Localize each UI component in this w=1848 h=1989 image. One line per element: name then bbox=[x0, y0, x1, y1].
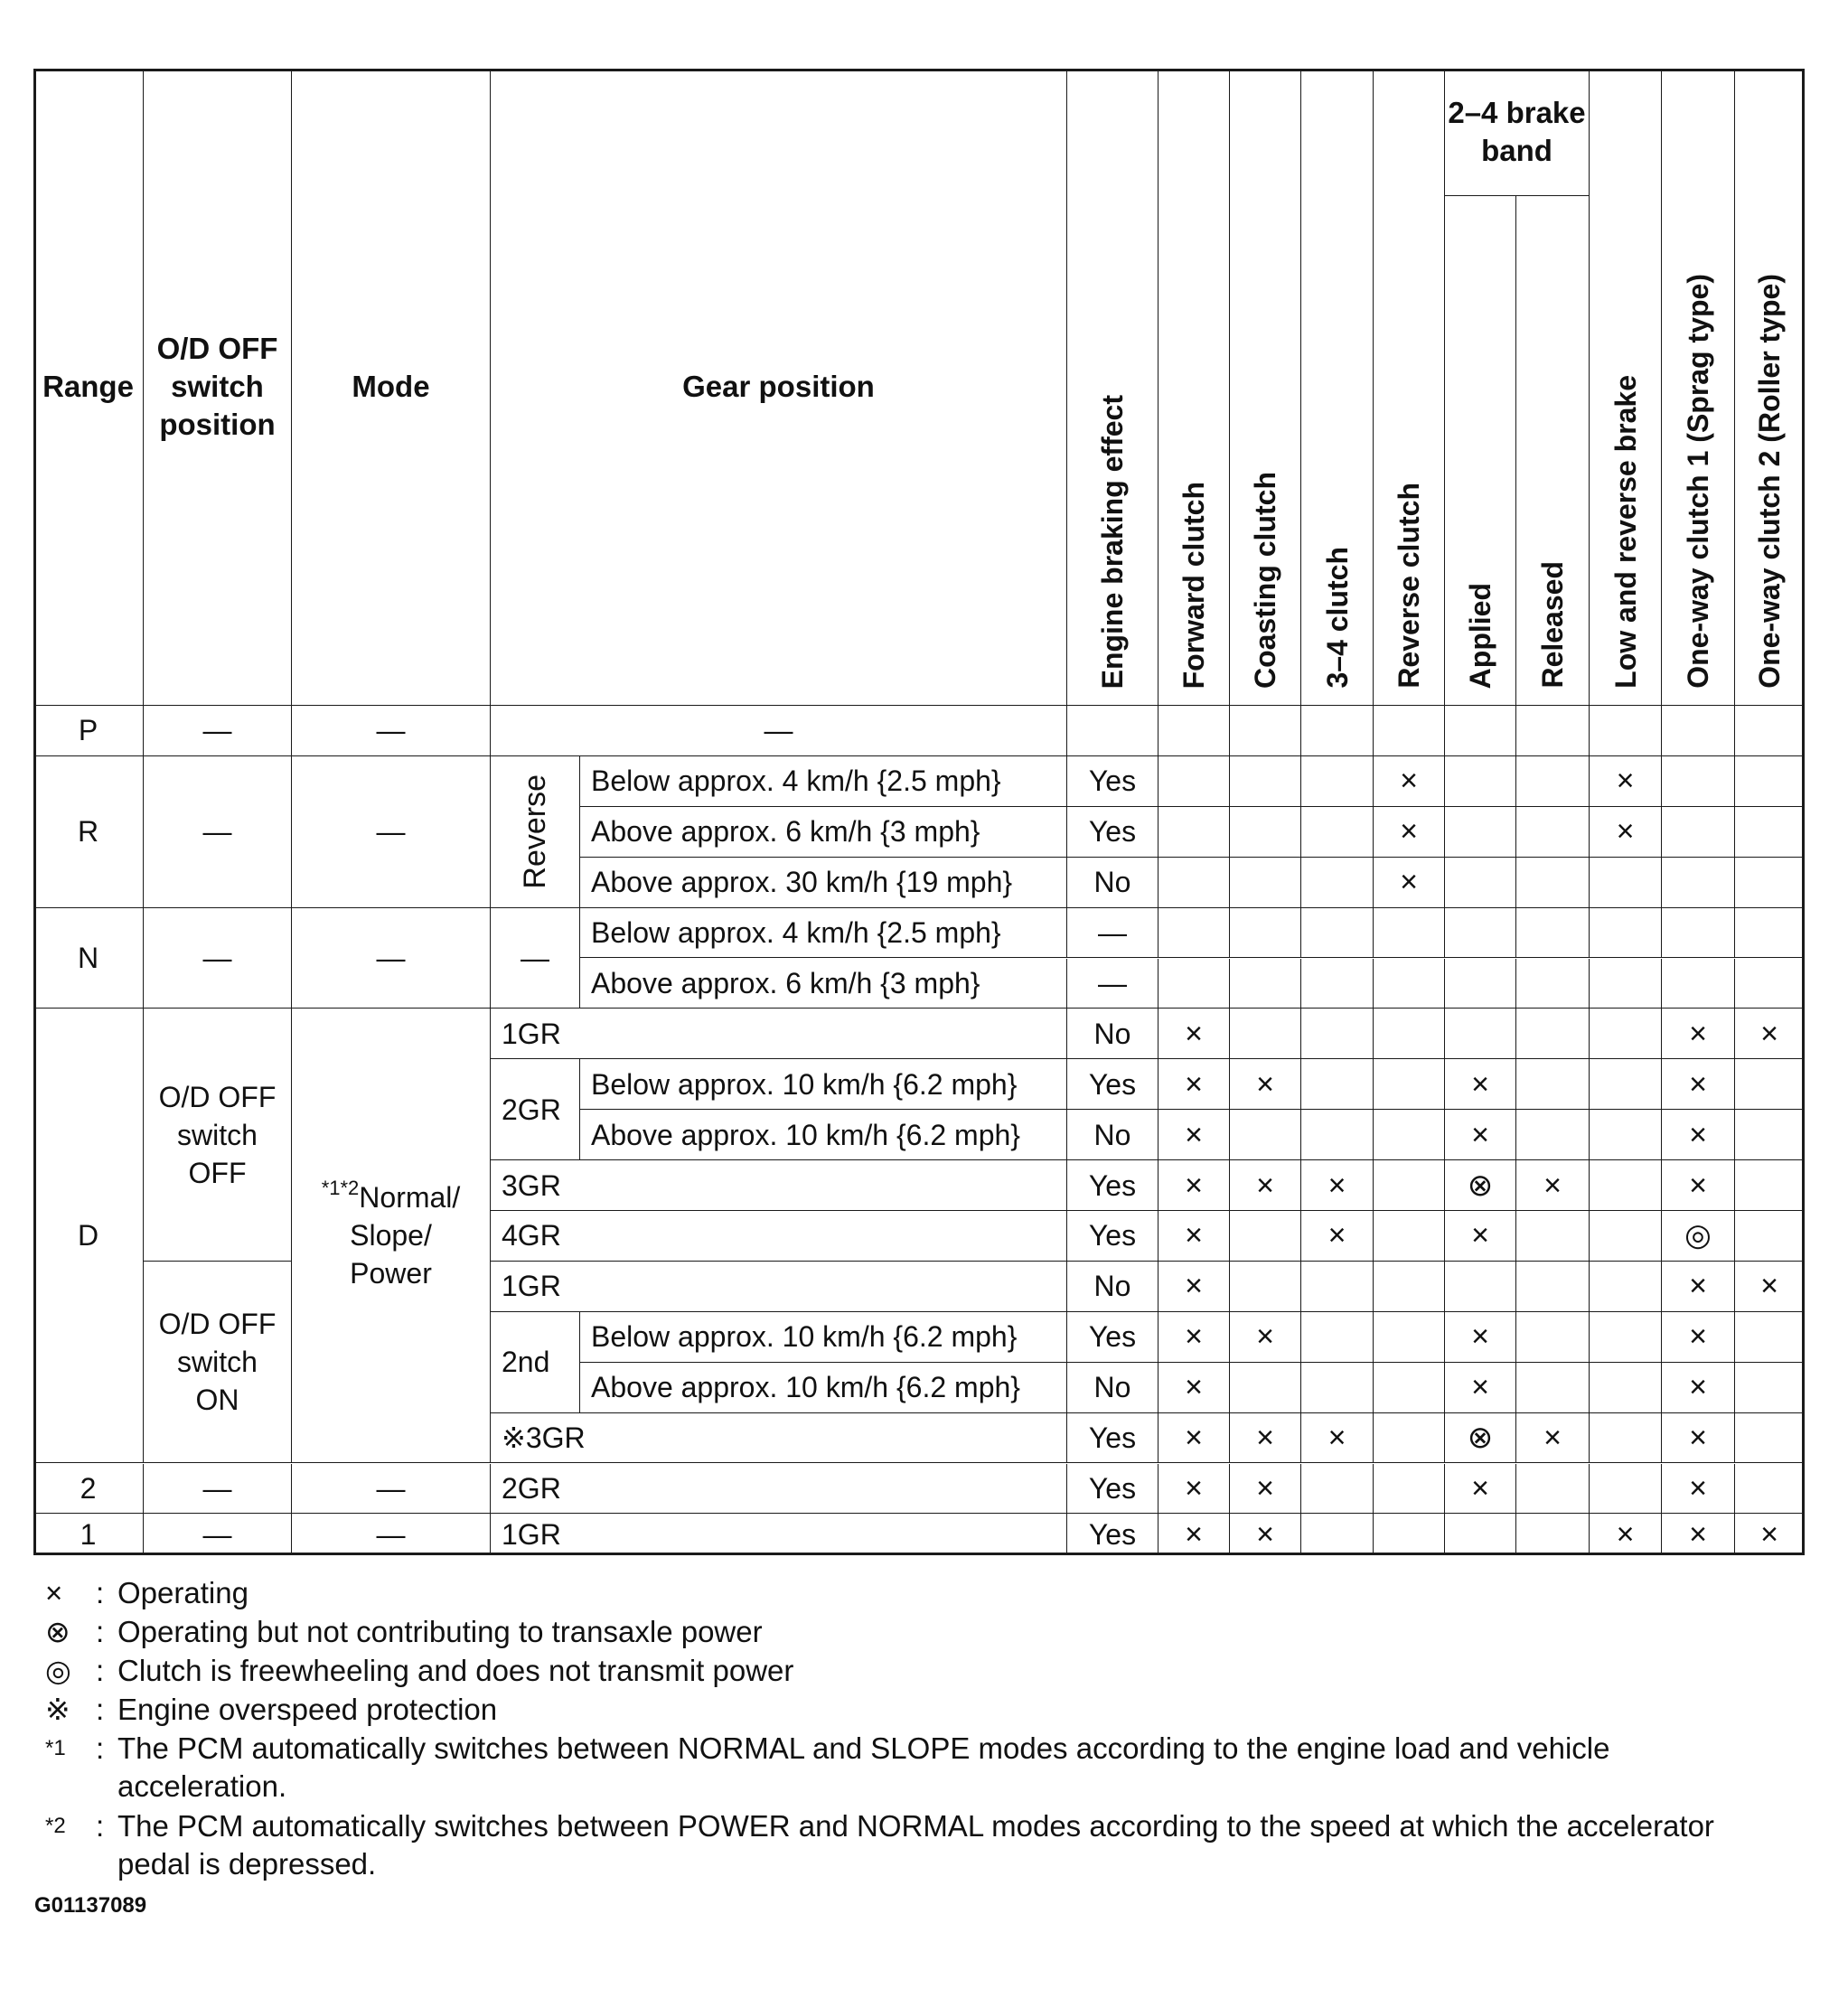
mark-fwd-row-1 bbox=[1159, 756, 1230, 807]
legend-row bbox=[45, 1613, 763, 1651]
mark-released-row-3 bbox=[1516, 858, 1590, 908]
range-p: P bbox=[33, 706, 144, 756]
header-ow1-text: One-way clutch 1 (Sprag type) bbox=[1682, 274, 1714, 689]
mark-rev-row-6 bbox=[1374, 1009, 1445, 1059]
mark-ow1-row-9: × bbox=[1662, 1160, 1735, 1211]
mark-applied-row-9: ⊗ bbox=[1445, 1160, 1516, 1211]
mark-lowrev-row-10 bbox=[1590, 1211, 1662, 1262]
mark-lowrev-row-0 bbox=[1590, 706, 1662, 756]
mark-rev-row-2: × bbox=[1374, 807, 1445, 858]
mark-applied-row-13: × bbox=[1445, 1363, 1516, 1413]
legend-symbol: × bbox=[45, 1576, 63, 1609]
mark-rev-row-16 bbox=[1374, 1514, 1445, 1555]
mark-ow1-row-6: × bbox=[1662, 1009, 1735, 1059]
mark-ow1-row-15: × bbox=[1662, 1464, 1735, 1515]
mark-rev-row-1: × bbox=[1374, 756, 1445, 807]
gear-row-10: 4GR bbox=[491, 1211, 1067, 1262]
mark-c34-row-3 bbox=[1301, 858, 1374, 908]
gear-row-16: 1GR bbox=[491, 1514, 1067, 1555]
mark-applied-row-1 bbox=[1445, 756, 1516, 807]
mark-c34-row-6 bbox=[1301, 1009, 1374, 1059]
header-c34 bbox=[1301, 69, 1374, 706]
mark-applied-row-3 bbox=[1445, 858, 1516, 908]
gear-sub-row-1: Below approx. 4 km/h {2.5 mph} bbox=[580, 756, 1067, 807]
legend-colon: : bbox=[96, 1576, 105, 1609]
header-fwd-text: Forward clutch bbox=[1177, 481, 1210, 689]
engine-braking-row-11: No bbox=[1067, 1262, 1159, 1312]
mark-c34-row-14: × bbox=[1301, 1413, 1374, 1464]
mode-r: — bbox=[292, 756, 491, 908]
engine-braking-row-0 bbox=[1067, 706, 1159, 756]
mark-coast-row-7: × bbox=[1230, 1059, 1301, 1110]
mark-lowrev-row-8 bbox=[1590, 1110, 1662, 1160]
gear-row-6: 1GR bbox=[491, 1009, 1067, 1059]
mark-lowrev-row-14 bbox=[1590, 1413, 1662, 1464]
mark-coast-row-0 bbox=[1230, 706, 1301, 756]
mark-ow1-row-2 bbox=[1662, 807, 1735, 858]
mark-c34-row-9: × bbox=[1301, 1160, 1374, 1211]
od-off-switch-on: O/D OFF switch ON bbox=[144, 1262, 292, 1464]
mark-ow2-row-14 bbox=[1735, 1413, 1805, 1464]
engine-braking-row-14: Yes bbox=[1067, 1413, 1159, 1464]
mark-coast-row-9: × bbox=[1230, 1160, 1301, 1211]
header-coast-text: Coasting clutch bbox=[1249, 471, 1281, 689]
header-gear-position: Gear position bbox=[491, 69, 1067, 706]
mark-fwd-row-12: × bbox=[1159, 1312, 1230, 1363]
mark-ow1-row-5 bbox=[1662, 959, 1735, 1009]
mark-coast-row-12: × bbox=[1230, 1312, 1301, 1363]
legend-row bbox=[45, 1652, 794, 1690]
engine-braking-row-16: Yes bbox=[1067, 1514, 1159, 1555]
mark-released-row-11 bbox=[1516, 1262, 1590, 1312]
gear-reverse-group-text: Reverse bbox=[518, 774, 552, 889]
range-r: R bbox=[33, 756, 144, 908]
mark-released-row-0 bbox=[1516, 706, 1590, 756]
mark-released-row-1 bbox=[1516, 756, 1590, 807]
header-mode: Mode bbox=[292, 69, 491, 706]
range-d: D bbox=[33, 1009, 144, 1463]
legend-colon: : bbox=[96, 1615, 105, 1648]
mark-ow1-row-10: ◎ bbox=[1662, 1211, 1735, 1262]
od-off-switch-off: O/D OFF switch OFF bbox=[144, 1009, 292, 1262]
mark-applied-row-4 bbox=[1445, 908, 1516, 959]
header-rev bbox=[1374, 69, 1445, 706]
mark-ow2-row-5 bbox=[1735, 959, 1805, 1009]
mark-ow2-row-3 bbox=[1735, 858, 1805, 908]
gear-row-7: 2GR bbox=[491, 1059, 580, 1160]
mark-applied-row-6 bbox=[1445, 1009, 1516, 1059]
engine-braking-row-7: Yes bbox=[1067, 1059, 1159, 1110]
header-engine bbox=[1067, 69, 1159, 706]
mark-rev-row-10 bbox=[1374, 1211, 1445, 1262]
gear-row-14: ※3GR bbox=[491, 1413, 1067, 1464]
mark-released-row-15 bbox=[1516, 1464, 1590, 1515]
mark-rev-row-4 bbox=[1374, 908, 1445, 959]
mark-c34-row-8 bbox=[1301, 1110, 1374, 1160]
mark-coast-row-4 bbox=[1230, 908, 1301, 959]
engine-braking-row-9: Yes bbox=[1067, 1160, 1159, 1211]
mark-c34-row-10: × bbox=[1301, 1211, 1374, 1262]
mark-rev-row-7 bbox=[1374, 1059, 1445, 1110]
mark-lowrev-row-2: × bbox=[1590, 807, 1662, 858]
mark-lowrev-row-1: × bbox=[1590, 756, 1662, 807]
gear-sub-row-8: Above approx. 10 km/h {6.2 mph} bbox=[580, 1110, 1067, 1160]
gear-row-12: 2nd bbox=[491, 1312, 580, 1413]
mark-lowrev-row-4 bbox=[1590, 908, 1662, 959]
gear-row-11: 1GR bbox=[491, 1262, 1067, 1312]
mark-released-row-6 bbox=[1516, 1009, 1590, 1059]
mark-coast-row-2 bbox=[1230, 807, 1301, 858]
legend-text: The PCM automatically switches between POWER and NORMAL modes according to the speed at which the accelerator pedal is depressed. bbox=[117, 1809, 1714, 1881]
mark-fwd-row-10: × bbox=[1159, 1211, 1230, 1262]
header-ow2-text: One-way clutch 2 (Roller type) bbox=[1753, 274, 1786, 689]
header-od-switch: O/D OFF switch position bbox=[144, 69, 292, 706]
range-n: N bbox=[33, 908, 144, 1009]
mark-fwd-row-5 bbox=[1159, 959, 1230, 1009]
mark-released-row-2 bbox=[1516, 807, 1590, 858]
mark-rev-row-8 bbox=[1374, 1110, 1445, 1160]
mark-rev-row-15 bbox=[1374, 1464, 1445, 1515]
header-applied bbox=[1445, 196, 1516, 706]
legend-row bbox=[45, 1730, 1610, 1803]
od-2: — bbox=[144, 1464, 292, 1515]
gear-sub-row-2: Above approx. 6 km/h {3 mph} bbox=[580, 807, 1067, 858]
mark-ow2-row-9 bbox=[1735, 1160, 1805, 1211]
engine-braking-row-10: Yes bbox=[1067, 1211, 1159, 1262]
header-fwd bbox=[1159, 69, 1230, 706]
gear-sub-row-13: Above approx. 10 km/h {6.2 mph} bbox=[580, 1363, 1067, 1413]
mark-ow2-row-2 bbox=[1735, 807, 1805, 858]
legend-row bbox=[45, 1691, 498, 1729]
mark-ow2-row-15 bbox=[1735, 1464, 1805, 1515]
mark-coast-row-1 bbox=[1230, 756, 1301, 807]
mark-ow1-row-3 bbox=[1662, 858, 1735, 908]
figure-code: G01137089 bbox=[34, 1893, 147, 1918]
mark-fwd-row-2 bbox=[1159, 807, 1230, 858]
mode-p: — bbox=[292, 706, 491, 756]
legend-text: Operating bbox=[117, 1576, 249, 1609]
mark-applied-row-14: ⊗ bbox=[1445, 1413, 1516, 1464]
range-2: 2 bbox=[33, 1464, 144, 1515]
mark-ow2-row-12 bbox=[1735, 1312, 1805, 1363]
mark-lowrev-row-3 bbox=[1590, 858, 1662, 908]
engine-braking-row-12: Yes bbox=[1067, 1312, 1159, 1363]
gear-sub-row-4: Below approx. 4 km/h {2.5 mph} bbox=[580, 908, 1067, 959]
legend-row bbox=[45, 1807, 1714, 1881]
mark-coast-row-16: × bbox=[1230, 1514, 1301, 1555]
od-1: — bbox=[144, 1514, 292, 1555]
mark-rev-row-5 bbox=[1374, 959, 1445, 1009]
mark-coast-row-11 bbox=[1230, 1262, 1301, 1312]
mark-ow2-row-6: × bbox=[1735, 1009, 1805, 1059]
od-r: — bbox=[144, 756, 292, 908]
mark-ow1-row-14: × bbox=[1662, 1413, 1735, 1464]
od-n: — bbox=[144, 908, 292, 1009]
mark-rev-row-11 bbox=[1374, 1262, 1445, 1312]
mark-applied-row-8: × bbox=[1445, 1110, 1516, 1160]
engine-braking-row-6: No bbox=[1067, 1009, 1159, 1059]
mark-ow1-row-7: × bbox=[1662, 1059, 1735, 1110]
header-released-text: Released bbox=[1536, 561, 1569, 689]
mark-fwd-row-4 bbox=[1159, 908, 1230, 959]
mark-ow1-row-0 bbox=[1662, 706, 1735, 756]
header-engine-text: Engine braking effect bbox=[1096, 394, 1129, 689]
mark-coast-row-8 bbox=[1230, 1110, 1301, 1160]
mark-ow2-row-4 bbox=[1735, 908, 1805, 959]
mark-c34-row-2 bbox=[1301, 807, 1374, 858]
mark-c34-row-16 bbox=[1301, 1514, 1374, 1555]
mark-fwd-row-11: × bbox=[1159, 1262, 1230, 1312]
mode-d-label: Normal/ Slope/ Power bbox=[350, 1181, 461, 1290]
mark-fwd-row-3 bbox=[1159, 858, 1230, 908]
legend-symbol: ◎ bbox=[45, 1654, 71, 1687]
header-c34-text: 3–4 clutch bbox=[1320, 547, 1354, 689]
mark-ow1-row-4 bbox=[1662, 908, 1735, 959]
mark-released-row-7 bbox=[1516, 1059, 1590, 1110]
operation-table bbox=[33, 69, 1805, 1555]
legend-colon: : bbox=[96, 1654, 105, 1687]
mark-rev-row-9 bbox=[1374, 1160, 1445, 1211]
legend-colon: : bbox=[96, 1731, 105, 1765]
mark-ow2-row-10 bbox=[1735, 1211, 1805, 1262]
mark-fwd-row-7: × bbox=[1159, 1059, 1230, 1110]
mark-applied-row-12: × bbox=[1445, 1312, 1516, 1363]
header-released bbox=[1516, 196, 1590, 706]
gear-sub-row-5: Above approx. 6 km/h {3 mph} bbox=[580, 959, 1067, 1009]
mark-rev-row-3: × bbox=[1374, 858, 1445, 908]
mark-c34-row-13 bbox=[1301, 1363, 1374, 1413]
legend-text: Operating but not contributing to transaxle power bbox=[117, 1615, 763, 1648]
gear-sub-row-12: Below approx. 10 km/h {6.2 mph} bbox=[580, 1312, 1067, 1363]
mark-applied-row-5 bbox=[1445, 959, 1516, 1009]
mark-coast-row-3 bbox=[1230, 858, 1301, 908]
engine-braking-row-5: — bbox=[1067, 959, 1159, 1009]
mark-applied-row-7: × bbox=[1445, 1059, 1516, 1110]
mark-released-row-5 bbox=[1516, 959, 1590, 1009]
legend-text: Engine overspeed protection bbox=[117, 1693, 498, 1726]
mode-d bbox=[292, 1009, 491, 1463]
mark-fwd-row-8: × bbox=[1159, 1110, 1230, 1160]
header-range: Range bbox=[33, 69, 144, 706]
mark-ow2-row-13 bbox=[1735, 1363, 1805, 1413]
mark-fwd-row-0 bbox=[1159, 706, 1230, 756]
legend-symbol: ※ bbox=[45, 1693, 70, 1726]
mark-applied-row-15: × bbox=[1445, 1464, 1516, 1515]
mark-ow1-row-11: × bbox=[1662, 1262, 1735, 1312]
mark-fwd-row-6: × bbox=[1159, 1009, 1230, 1059]
header-coast bbox=[1230, 69, 1301, 706]
engine-braking-row-2: Yes bbox=[1067, 807, 1159, 858]
mark-applied-row-2 bbox=[1445, 807, 1516, 858]
mark-ow2-row-0 bbox=[1735, 706, 1805, 756]
mark-released-row-4 bbox=[1516, 908, 1590, 959]
mark-rev-row-12 bbox=[1374, 1312, 1445, 1363]
mark-lowrev-row-9 bbox=[1590, 1160, 1662, 1211]
mark-ow2-row-16: × bbox=[1735, 1514, 1805, 1555]
engine-braking-row-15: Yes bbox=[1067, 1464, 1159, 1515]
legend-colon: : bbox=[96, 1809, 105, 1843]
mark-rev-row-13 bbox=[1374, 1363, 1445, 1413]
mark-lowrev-row-13 bbox=[1590, 1363, 1662, 1413]
mark-fwd-row-16: × bbox=[1159, 1514, 1230, 1555]
gear-row-15: 2GR bbox=[491, 1464, 1067, 1515]
mark-ow2-row-8 bbox=[1735, 1110, 1805, 1160]
mark-fwd-row-14: × bbox=[1159, 1413, 1230, 1464]
mark-applied-row-11 bbox=[1445, 1262, 1516, 1312]
mark-coast-row-15: × bbox=[1230, 1464, 1301, 1515]
mark-lowrev-row-16: × bbox=[1590, 1514, 1662, 1555]
mark-ow2-row-11: × bbox=[1735, 1262, 1805, 1312]
mark-ow1-row-1 bbox=[1662, 756, 1735, 807]
legend-text: The PCM automatically switches between NORMAL and SLOPE modes according to the engine load and vehicle acceleration. bbox=[117, 1731, 1610, 1803]
legend-symbol: *1 bbox=[45, 1736, 66, 1760]
mode-d-text bbox=[308, 1178, 474, 1292]
gear-row-9: 3GR bbox=[491, 1160, 1067, 1211]
engine-braking-row-8: No bbox=[1067, 1110, 1159, 1160]
header-lowrev-text: Low and reverse brake bbox=[1609, 375, 1642, 689]
mark-lowrev-row-11 bbox=[1590, 1262, 1662, 1312]
mark-lowrev-row-7 bbox=[1590, 1059, 1662, 1110]
mark-c34-row-5 bbox=[1301, 959, 1374, 1009]
mark-coast-row-13 bbox=[1230, 1363, 1301, 1413]
mark-c34-row-4 bbox=[1301, 908, 1374, 959]
mark-applied-row-10: × bbox=[1445, 1211, 1516, 1262]
mark-rev-row-14 bbox=[1374, 1413, 1445, 1464]
mark-ow1-row-8: × bbox=[1662, 1110, 1735, 1160]
header-lowrev bbox=[1590, 69, 1662, 706]
legend-row bbox=[45, 1574, 249, 1612]
mark-released-row-10 bbox=[1516, 1211, 1590, 1262]
mark-fwd-row-9: × bbox=[1159, 1160, 1230, 1211]
legend-colon: : bbox=[96, 1693, 105, 1726]
mark-ow1-row-16: × bbox=[1662, 1514, 1735, 1555]
mark-applied-row-16 bbox=[1445, 1514, 1516, 1555]
mark-c34-row-11 bbox=[1301, 1262, 1374, 1312]
mark-fwd-row-15: × bbox=[1159, 1464, 1230, 1515]
legend-symbol: *2 bbox=[45, 1814, 66, 1838]
gear-sub-row-3: Above approx. 30 km/h {19 mph} bbox=[580, 858, 1067, 908]
engine-braking-row-3: No bbox=[1067, 858, 1159, 908]
mark-lowrev-row-6 bbox=[1590, 1009, 1662, 1059]
mark-lowrev-row-5 bbox=[1590, 959, 1662, 1009]
gear-sub-row-7: Below approx. 10 km/h {6.2 mph} bbox=[580, 1059, 1067, 1110]
mode-1: — bbox=[292, 1514, 491, 1555]
mark-fwd-row-13: × bbox=[1159, 1363, 1230, 1413]
mark-coast-row-10 bbox=[1230, 1211, 1301, 1262]
mark-released-row-13 bbox=[1516, 1363, 1590, 1413]
mode-2: — bbox=[292, 1464, 491, 1515]
mark-ow2-row-7 bbox=[1735, 1059, 1805, 1110]
mark-released-row-9: × bbox=[1516, 1160, 1590, 1211]
legend-symbol: ⊗ bbox=[45, 1615, 70, 1648]
mark-coast-row-5 bbox=[1230, 959, 1301, 1009]
mark-ow1-row-12: × bbox=[1662, 1312, 1735, 1363]
od-p: — bbox=[144, 706, 292, 756]
engine-braking-row-1: Yes bbox=[1067, 756, 1159, 807]
engine-braking-row-4: — bbox=[1067, 908, 1159, 959]
mark-lowrev-row-15 bbox=[1590, 1464, 1662, 1515]
legend-text: Clutch is freewheeling and does not transmit power bbox=[117, 1654, 794, 1687]
mark-rev-row-0 bbox=[1374, 706, 1445, 756]
mark-lowrev-row-12 bbox=[1590, 1312, 1662, 1363]
mark-c34-row-0 bbox=[1301, 706, 1374, 756]
gear-reverse-group bbox=[491, 756, 580, 908]
mark-c34-row-15 bbox=[1301, 1464, 1374, 1515]
gear-neutral-group: — bbox=[491, 908, 580, 1009]
header-ow2 bbox=[1735, 69, 1805, 706]
mark-released-row-12 bbox=[1516, 1312, 1590, 1363]
mark-released-row-14: × bbox=[1516, 1413, 1590, 1464]
mark-c34-row-12 bbox=[1301, 1312, 1374, 1363]
mark-released-row-8 bbox=[1516, 1110, 1590, 1160]
header-applied-text: Applied bbox=[1464, 582, 1496, 689]
mark-c34-row-1 bbox=[1301, 756, 1374, 807]
mode-n: — bbox=[292, 908, 491, 1009]
mark-c34-row-7 bbox=[1301, 1059, 1374, 1110]
engine-braking-row-13: No bbox=[1067, 1363, 1159, 1413]
range-1: 1 bbox=[33, 1514, 144, 1555]
gear-p: — bbox=[491, 706, 1067, 756]
mark-coast-row-14: × bbox=[1230, 1413, 1301, 1464]
header-ow1 bbox=[1662, 69, 1735, 706]
mark-ow1-row-13: × bbox=[1662, 1363, 1735, 1413]
mark-ow2-row-1 bbox=[1735, 756, 1805, 807]
mark-applied-row-0 bbox=[1445, 706, 1516, 756]
header-brake-band: 2–4 brake band bbox=[1445, 69, 1590, 196]
mark-released-row-16 bbox=[1516, 1514, 1590, 1555]
mark-coast-row-6 bbox=[1230, 1009, 1301, 1059]
mode-footnote-ref: *1*2 bbox=[321, 1177, 360, 1200]
header-rev-text: Reverse clutch bbox=[1393, 483, 1425, 689]
